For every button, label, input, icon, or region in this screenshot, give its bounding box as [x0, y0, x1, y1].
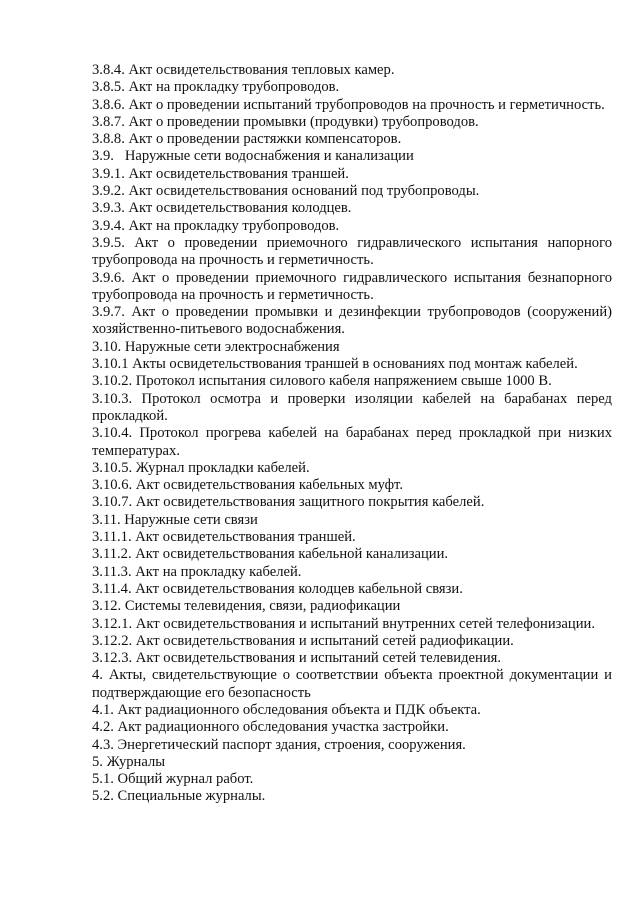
list-item-3-12-1: 3.12.1. Акт освидетельствования и испытаний внутренних сетей телефонизации.	[92, 615, 595, 632]
list-item-3-10-3: 3.10.3. Протокол осмотра и проверки изоляции кабелей на барабанах перед прокладкой.	[92, 390, 612, 424]
list-item-3-10-5: 3.10.5. Журнал прокладки кабелей.	[92, 459, 310, 476]
list-item-3-10-6: 3.10.6. Акт освидетельствования кабельных муфт.	[92, 477, 403, 494]
list-item-3-9-5: 3.9.5. Акт о проведении приемочного гидравлического испытания напорного трубопровода на прочность и герметичность.	[92, 234, 612, 269]
list-item-4-1: 4.1. Акт радиационного обследования объекта и ПДК объекта.	[92, 701, 481, 718]
list-item-4-3: 4.3. Энергетический паспорт здания, строения, сооружения.	[92, 736, 466, 753]
list-item-4-2: 4.2. Акт радиационного обследования участка застройки.	[92, 719, 449, 736]
list-item-3-8-7: 3.8.7. Акт о проведении промывки (продувки) трубопроводов.	[92, 113, 479, 130]
list-item-3-8-4: 3.8.4. Акт освидетельствования тепловых камер.	[92, 62, 395, 78]
list-item-3-8-6: 3.8.6. Акт о проведении испытаний трубопроводов на прочность и герметичность.	[92, 96, 605, 113]
list-item-3-9-3: 3.9.3. Акт освидетельствования колодцев.	[92, 200, 352, 217]
list-item-3-11-2: 3.11.2. Акт освидетельствования кабельной канализации.	[92, 546, 449, 563]
section-heading-3-11: 3.11. Наружные сети связи	[92, 511, 258, 528]
list-item-3-10-4: 3.10.4. Протокол прогрева кабелей на барабанах перед прокладкой при низких температурах.	[92, 425, 612, 459]
document-page	[92, 62, 612, 806]
list-item-3-9-1: 3.9.1. Акт освидетельствования траншей.	[92, 165, 349, 182]
section-heading-3-9: 3.9. Наружные сети водоснабжения и канализации	[92, 148, 414, 165]
list-item-3-9-6: 3.9.6. Акт о проведении приемочного гидравлического испытания безнапорного трубопровода на прочность и герметичность.	[92, 269, 612, 303]
list-item-3-10-7: 3.10.7. Акт освидетельствования защитного покрытия кабелей.	[92, 494, 485, 511]
list-item-3-11-4: 3.11.4. Акт освидетельствования колодцев кабельной связи.	[92, 580, 463, 597]
list-item-3-10-2: 3.10.2. Протокол испытания силового кабеля напряжением свыше 1000 В.	[92, 373, 552, 390]
section-heading-3-10: 3.10. Наружные сети электроснабжения	[92, 338, 340, 355]
list-item-3-9-7: 3.9.7. Акт о проведении промывки и дезинфекции трубопроводов (сооружений) хозяйственно-питьевого водоснабжения.	[92, 304, 612, 338]
list-item-3-10-1: 3.10.1 Акты освидетельствования траншей в основаниях под монтаж кабелей.	[92, 356, 578, 373]
list-item-3-9-2: 3.9.2. Акт освидетельствования оснований под трубопроводы.	[92, 183, 480, 200]
list-item-3-12-2: 3.12.2. Акт освидетельствования и испытаний сетей радиофикации.	[92, 632, 514, 649]
section-heading-5: 5. Журналы	[92, 753, 166, 770]
list-item-5-1: 5.1. Общий журнал работ.	[92, 771, 254, 788]
list-item-3-11-1: 3.11.1. Акт освидетельствования траншей.	[92, 529, 356, 546]
list-item-3-12-3: 3.12.3. Акт освидетельствования и испытаний сетей телевидения.	[92, 650, 501, 667]
list-item-3-9-4: 3.9.4. Акт на прокладку трубопроводов.	[92, 217, 340, 234]
list-item-3-8-5: 3.8.5. Акт на прокладку трубопроводов.	[92, 79, 340, 96]
list-item-5-2: 5.2. Специальные журналы.	[92, 788, 266, 805]
list-item-3-8-8: 3.8.8. Акт о проведении растяжки компенсаторов.	[92, 131, 402, 148]
section-heading-3-12: 3.12. Системы телевидения, связи, радиофикации	[92, 598, 401, 615]
section-heading-4: 4. Акты, свидетельствующие о соответствии объекта проектной документации и подтверждающие его безопасность	[92, 667, 612, 701]
list-item-3-11-3: 3.11.3. Акт на прокладку кабелей.	[92, 563, 302, 580]
